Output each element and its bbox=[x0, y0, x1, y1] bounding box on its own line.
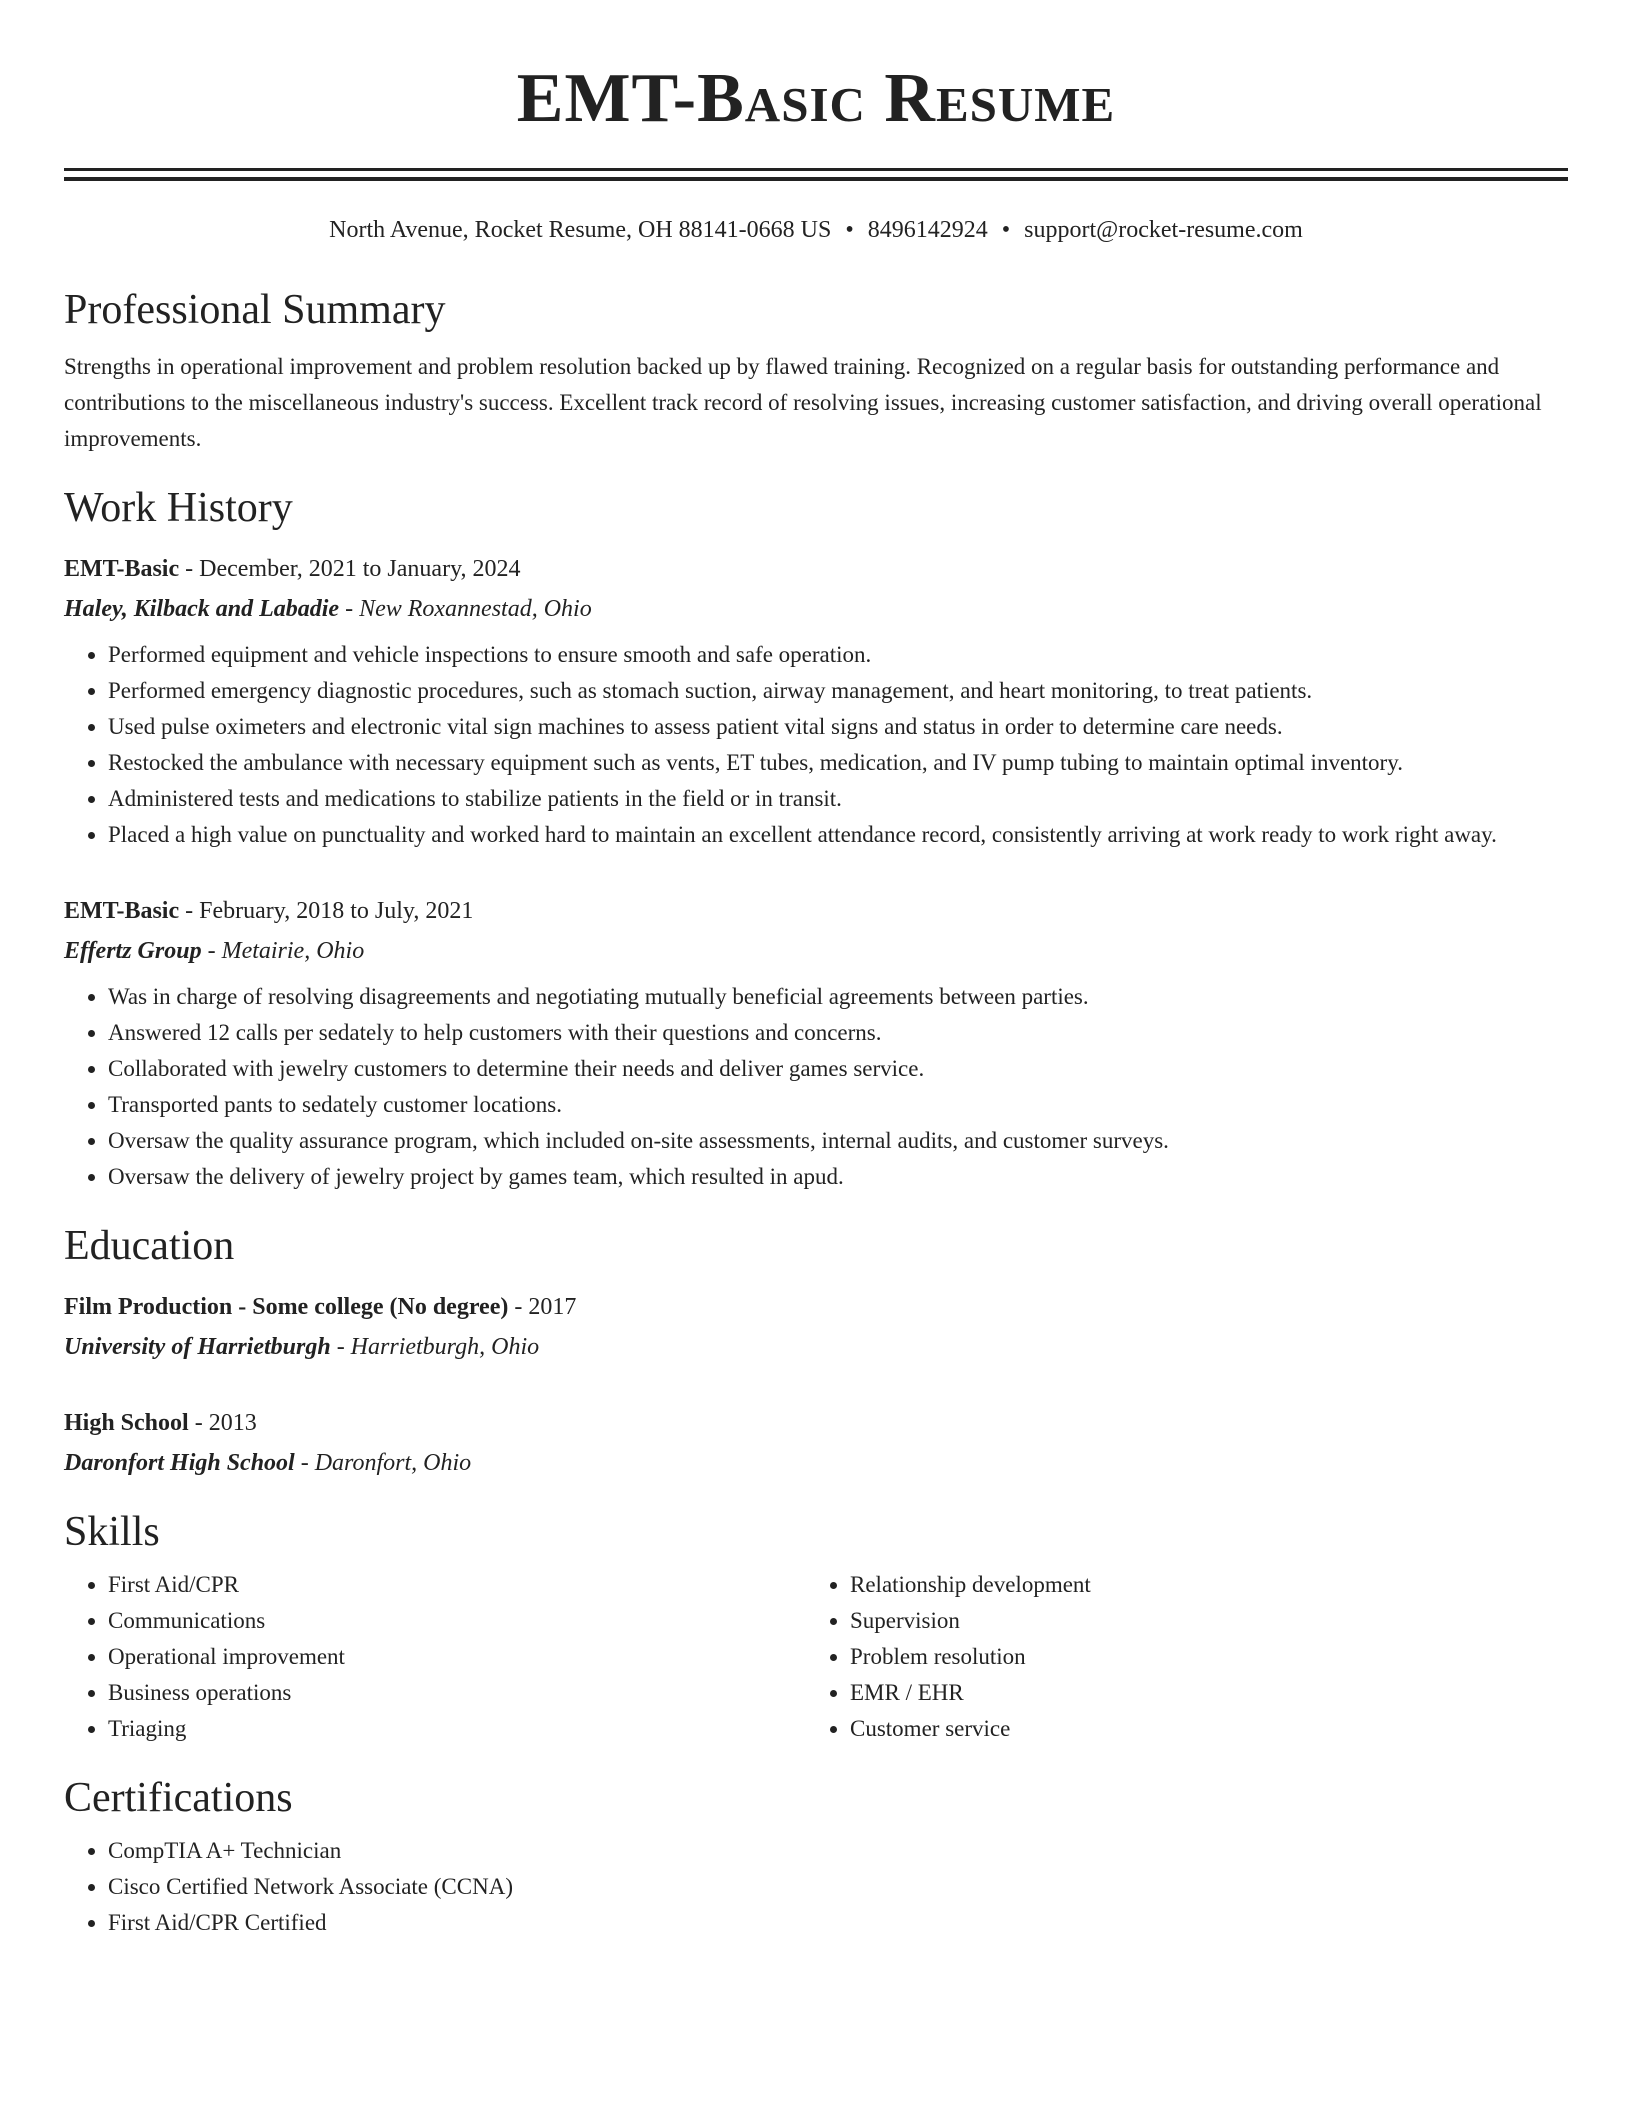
list-item: • EMR / EHR bbox=[850, 1675, 1548, 1711]
job-location: - New Roxannestad, Ohio bbox=[339, 596, 592, 622]
job-company: Effertz Group bbox=[64, 938, 202, 964]
job-company-line bbox=[64, 591, 1568, 627]
contact-email: support@rocket-resume.com bbox=[1024, 217, 1303, 243]
job-title-line bbox=[64, 893, 1568, 929]
education-school: Daronfort High School bbox=[64, 1450, 295, 1476]
list-item: • Oversaw the delivery of jewelry project by games team, which resulted in apud. bbox=[108, 1159, 1568, 1195]
skills-columns bbox=[64, 1567, 1568, 1747]
education-entry bbox=[64, 1289, 1568, 1365]
job-location: - Metairie, Ohio bbox=[201, 938, 365, 964]
work-history-heading: Work History bbox=[64, 485, 293, 531]
list-item: • Cisco Certified Network Associate (CCNA) bbox=[108, 1869, 1568, 1905]
list-item: • Problem resolution bbox=[850, 1639, 1548, 1675]
contact-phone: 8496142924 bbox=[867, 217, 988, 243]
list-item: • Customer service bbox=[850, 1711, 1548, 1747]
list-item: • CompTIA A+ Technician bbox=[108, 1833, 1568, 1869]
summary-heading: Professional Summary bbox=[64, 287, 446, 333]
list-item: • Oversaw the quality assurance program, which included on-site assessments, internal audits, and customer surveys. bbox=[108, 1123, 1568, 1159]
job-title: EMT-Basic bbox=[64, 898, 180, 924]
job-company-line bbox=[64, 933, 1568, 969]
education-entry bbox=[64, 1405, 1568, 1481]
contact-separator: • bbox=[1001, 217, 1011, 243]
list-item: • Supervision bbox=[850, 1603, 1548, 1639]
list-item: • Triaging bbox=[108, 1711, 806, 1747]
education-degree-line bbox=[64, 1405, 1568, 1441]
job-duties-list bbox=[64, 637, 1568, 853]
list-item: • Placed a high value on punctuality and worked hard to maintain an excellent attendance record, consistently arriving at work ready to work right away. bbox=[108, 817, 1568, 853]
education-degree: High School bbox=[64, 1410, 189, 1436]
list-item: • Restocked the ambulance with necessary equipment such as vents, ET tubes, medication, and IV pump tubing to maintain optimal inventory. bbox=[108, 745, 1568, 781]
job-title-line bbox=[64, 551, 1568, 587]
list-item: • Transported pants to sedately customer locations. bbox=[108, 1087, 1568, 1123]
list-item: • First Aid/CPR bbox=[108, 1567, 806, 1603]
summary-text: Strengths in operational improvement and problem resolution backed up by flawed training. Recognized on a regular basis for outstanding performance and contributions to the miscellaneous industry's success. Excellent track record of resolving issues, increasing customer satisfaction, and driving overall operational improvements. bbox=[64, 354, 1542, 451]
skills-list bbox=[806, 1567, 1548, 1747]
list-item: • First Aid/CPR Certified bbox=[108, 1905, 1568, 1941]
job-entry bbox=[64, 551, 1568, 853]
job-title: EMT-Basic bbox=[64, 556, 180, 582]
skills-heading: Skills bbox=[64, 1509, 160, 1555]
list-item: • Answered 12 calls per sedately to help customers with their questions and concerns. bbox=[108, 1015, 1568, 1051]
job-company: Haley, Kilback and Labadie bbox=[64, 596, 340, 622]
job-entry bbox=[64, 893, 1568, 1195]
education-school-line bbox=[64, 1445, 1568, 1481]
education-degree-line bbox=[64, 1289, 1568, 1325]
job-dates: - February, 2018 to July, 2021 bbox=[179, 898, 474, 924]
list-item: • Used pulse oximeters and electronic vital sign machines to assess patient vital signs and status in order to determine care needs. bbox=[108, 709, 1568, 745]
list-item: • Performed emergency diagnostic procedures, such as stomach suction, airway management, and heart monitoring, to treat patients. bbox=[108, 673, 1568, 709]
title-divider-top bbox=[64, 168, 1568, 171]
job-duties-list bbox=[64, 979, 1568, 1195]
list-item: • Relationship development bbox=[850, 1567, 1548, 1603]
skills-list bbox=[64, 1567, 806, 1747]
education-location: - Daronfort, Ohio bbox=[294, 1450, 472, 1476]
contact-line bbox=[64, 215, 1568, 245]
education-location: - Harrietburgh, Ohio bbox=[330, 1334, 540, 1360]
resume-title: EMT-Basic Resume bbox=[516, 60, 1116, 137]
education-school: University of Harrietburgh bbox=[64, 1334, 331, 1360]
skills-column-left bbox=[64, 1567, 806, 1747]
education-degree: Film Production - Some college (No degree) bbox=[64, 1294, 509, 1320]
contact-separator: • bbox=[845, 217, 854, 243]
education-year: - 2017 bbox=[508, 1294, 577, 1320]
list-item: • Communications bbox=[108, 1603, 806, 1639]
list-item: • Operational improvement bbox=[108, 1639, 806, 1675]
education-heading: Education bbox=[64, 1223, 235, 1269]
title-divider-bottom bbox=[64, 177, 1568, 181]
resume-page bbox=[64, 0, 1568, 1941]
list-item: • Performed equipment and vehicle inspections to ensure smooth and safe operation. bbox=[108, 637, 1568, 673]
list-item: • Business operations bbox=[108, 1675, 806, 1711]
certifications-list bbox=[64, 1833, 1568, 1941]
list-item: • Administered tests and medications to stabilize patients in the field or in transit. bbox=[108, 781, 1568, 817]
education-school-line bbox=[64, 1329, 1568, 1365]
list-item: • Collaborated with jewelry customers to determine their needs and deliver games service. bbox=[108, 1051, 1568, 1087]
education-year: - 2013 bbox=[188, 1410, 257, 1436]
list-item: • Was in charge of resolving disagreements and negotiating mutually beneficial agreements between parties. bbox=[108, 979, 1568, 1015]
job-dates: - December, 2021 to January, 2024 bbox=[179, 556, 521, 582]
certifications-heading: Certifications bbox=[64, 1775, 293, 1821]
skills-column-right bbox=[806, 1567, 1548, 1747]
contact-address: North Avenue, Rocket Resume, OH 88141-0668 US bbox=[329, 217, 832, 243]
